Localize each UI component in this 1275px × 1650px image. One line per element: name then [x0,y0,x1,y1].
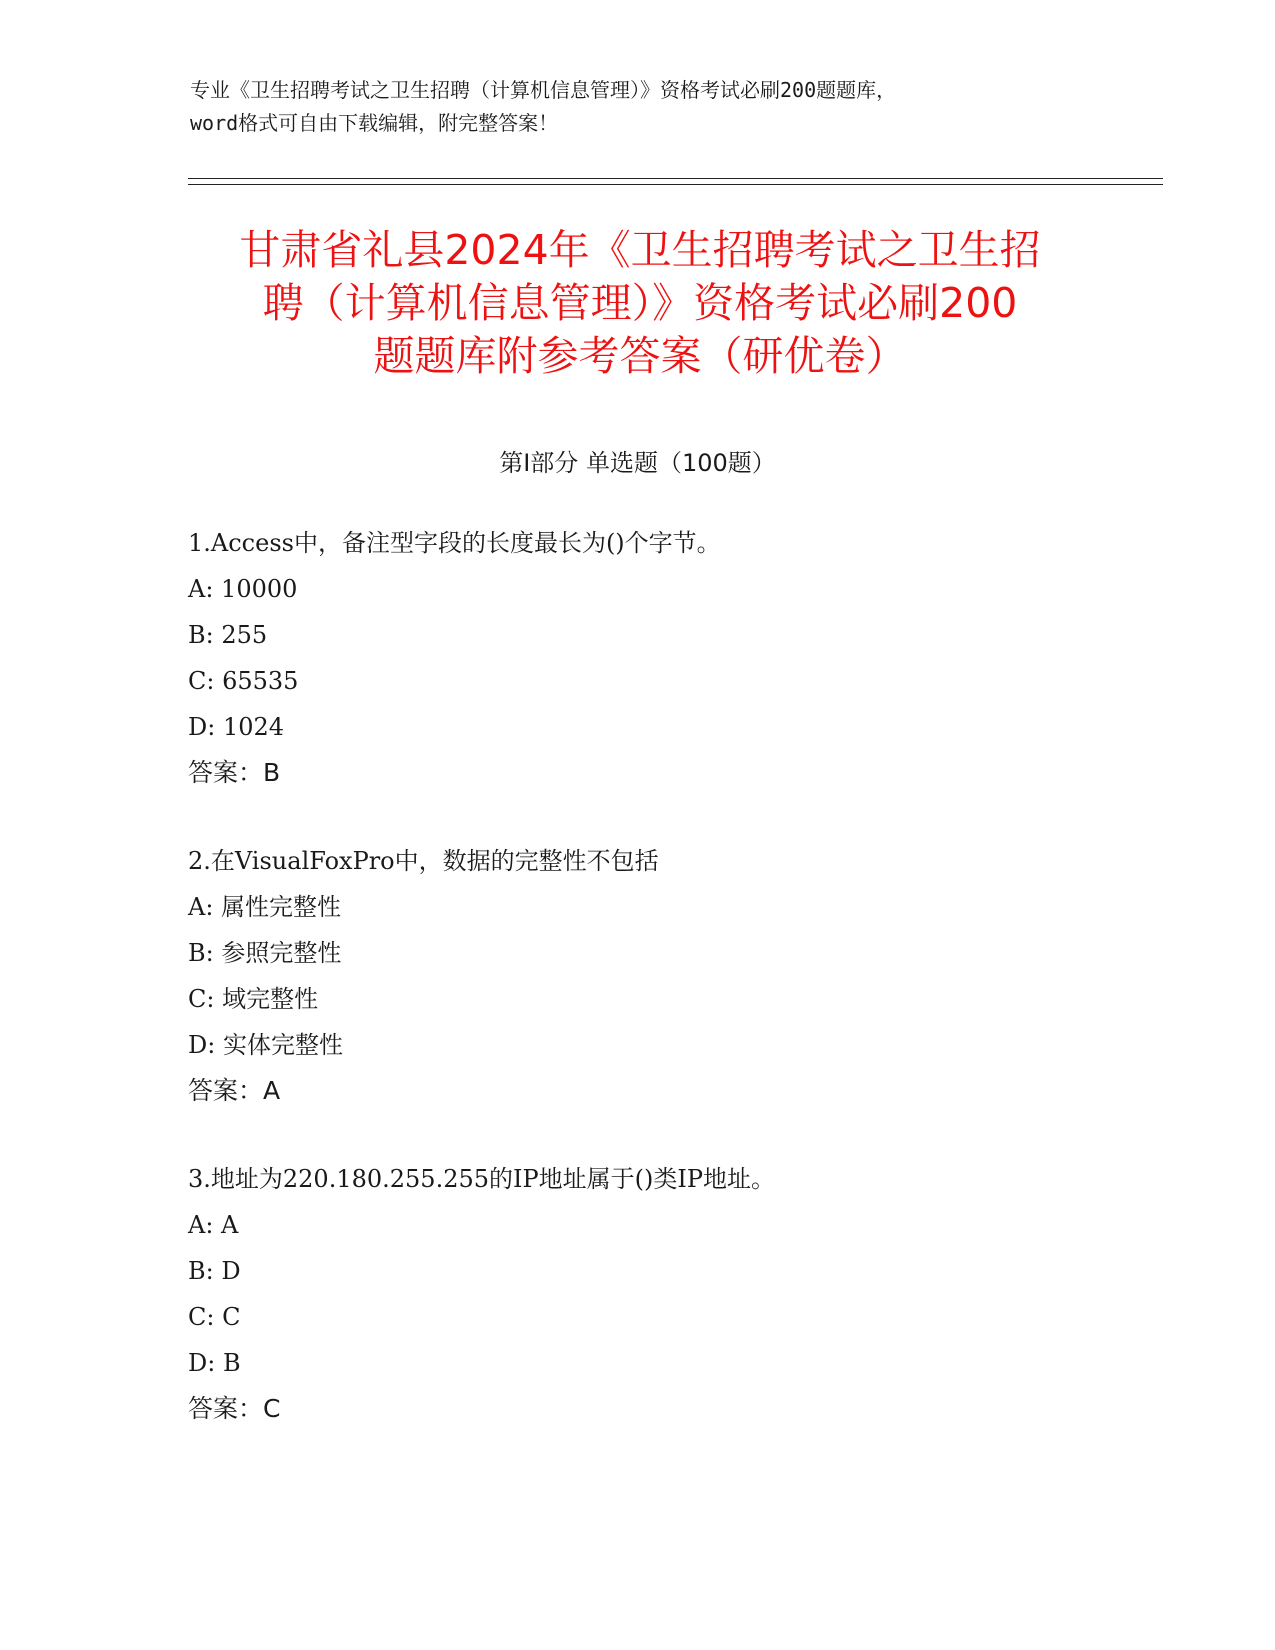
question-1 [188,520,1088,796]
header-note-line-1: 专业《卫生招聘考试之卫生招聘（计算机信息管理）》资格考试必刷200题题库， [190,78,897,102]
header-divider-bottom [188,184,1163,185]
option-a: A: 属性完整性 [188,893,342,921]
question-2 [188,838,1088,1114]
document-title-line-3: 题题库附参考答案（研优卷） [373,332,907,380]
option-a: A: 10000 [188,575,298,603]
section-heading: 第Ⅰ部分 单选题（100题） [499,449,776,477]
header-note [190,74,1090,140]
option-c: C: C [188,1303,241,1331]
option-b: B: D [188,1257,241,1285]
header-note-line-2: word格式可自由下载编辑，附完整答案！ [190,111,559,135]
option-b: B: 255 [188,621,268,649]
document-title-line-2: 聘（计算机信息管理）》资格考试必刷200 [262,279,1018,327]
option-c: C: 域完整性 [188,985,319,1013]
document-title-line-1: 甘肃省礼县2024年《卫生招聘考试之卫生招 [239,226,1041,274]
question-stem: 3.地址为220.180.255.255的IP地址属于()类IP地址。 [188,1165,776,1193]
option-c: C: 65535 [188,667,299,695]
answer-line: 答案：C [188,1394,281,1423]
question-stem: 2.在VisualFoxPro中，数据的完整性不包括 [188,847,659,875]
answer-line: 答案：B [188,758,281,787]
document-title [160,224,1120,383]
option-a: A: A [188,1211,239,1239]
option-d: D: B [188,1349,241,1377]
option-b: B: 参照完整性 [188,939,342,967]
header-divider-top [188,178,1163,179]
question-3 [188,1156,1088,1432]
answer-line: 答案：A [188,1076,281,1105]
question-stem: 1.Access中，备注型字段的长度最长为()个字节。 [188,529,721,557]
option-d: D: 实体完整性 [188,1031,343,1059]
option-d: D: 1024 [188,713,285,741]
